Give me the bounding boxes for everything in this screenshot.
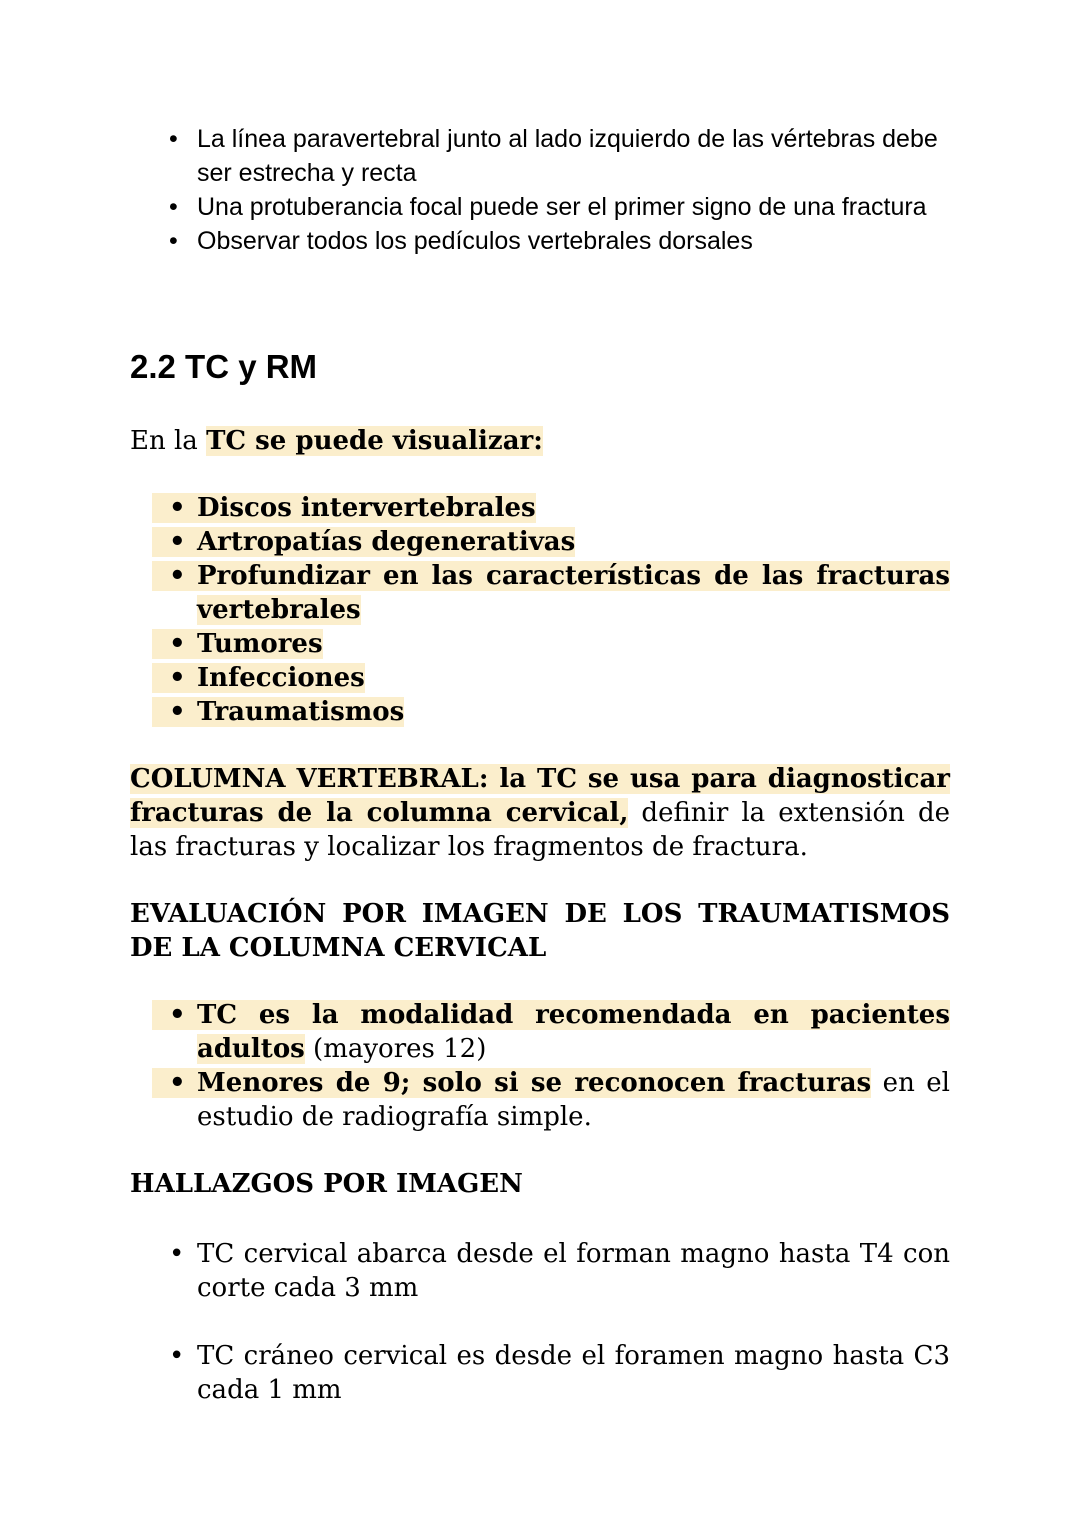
evaluacion-list <box>130 998 950 1134</box>
bullet-icon: • <box>169 527 186 557</box>
list-item-text: La línea paravertebral junto al lado izquierdo de las vértebras debe ser estrecha y recta <box>197 125 938 187</box>
evaluacion-heading: EVALUACIÓN POR IMAGEN DE LOS TRAUMATISMOS DE LA COLUMNA CERVICAL <box>130 899 950 963</box>
visualizar-list <box>130 491 950 729</box>
columna-paragraph <box>130 762 950 864</box>
list-item-text: Una protuberancia focal puede ser el primer signo de una fractura <box>197 193 927 221</box>
bullet-icon: • <box>169 493 186 523</box>
list-item <box>130 559 950 627</box>
list-item <box>130 1066 950 1134</box>
list-item-bold-text: Menores de 9; solo si se reconocen fracturas <box>197 1068 872 1098</box>
list-item <box>130 491 950 525</box>
list-item <box>130 661 950 695</box>
intro-paragraph <box>130 424 950 458</box>
intro-highlight: TC se puede visualizar: <box>206 426 543 456</box>
list-item-bold-text: TC es la modalidad recomendada en pacientes adultos <box>197 1000 950 1064</box>
bullet-icon: • <box>169 227 178 255</box>
list-item <box>130 695 950 729</box>
list-item <box>130 627 950 661</box>
list-item-regular-text: (mayores 12) <box>304 1034 487 1064</box>
radiography-signs-list <box>130 122 950 258</box>
list-item-text: TC cráneo cervical es desde el foramen magno hasta C3 cada 1 mm <box>197 1341 950 1405</box>
list-item-text: Observar todos los pedículos vertebrales dorsales <box>197 227 753 255</box>
columna-regular-text: definir la extensión de las fracturas y localizar los fragmentos de fractura. <box>130 798 951 862</box>
hallazgos-heading: HALLAZGOS POR IMAGEN <box>130 1169 523 1199</box>
list-item-text: Artropatías degenerativas <box>197 527 576 557</box>
section-heading: 2.2 TC y RM <box>130 348 318 385</box>
list-item-regular-text: en el estudio de radiografía simple. <box>197 1068 950 1132</box>
columna-bold-text: COLUMNA VERTEBRAL: la TC se usa para diagnosticar fracturas de la columna cervical, <box>130 764 950 828</box>
list-item <box>130 122 950 190</box>
bullet-icon: • <box>169 1000 186 1030</box>
list-item-text: Profundizar en las características de las fracturas vertebrales <box>197 561 950 625</box>
bullet-icon: • <box>169 1239 185 1269</box>
intro-prefix: En la <box>130 426 207 456</box>
list-item-text: TC cervical abarca desde el forman magno hasta T4 con corte cada 3 mm <box>197 1239 950 1303</box>
list-item-text: Tumores <box>197 629 323 659</box>
bullet-icon: • <box>169 629 186 659</box>
hallazgos-list <box>130 1237 950 1407</box>
bullet-icon: • <box>169 697 186 727</box>
bullet-icon: • <box>169 125 178 153</box>
list-item-text: Traumatismos <box>197 697 405 727</box>
list-item <box>130 224 950 258</box>
bullet-icon: • <box>169 1068 186 1098</box>
bullet-icon: • <box>169 193 178 221</box>
list-item <box>130 1237 950 1305</box>
bullet-icon: • <box>169 663 186 693</box>
bullet-icon: • <box>169 561 186 591</box>
bullet-icon: • <box>169 1341 185 1371</box>
list-item-text: Discos intervertebrales <box>197 493 536 523</box>
list-item <box>130 998 950 1066</box>
list-item <box>130 1339 950 1407</box>
list-item-text: Infecciones <box>197 663 365 693</box>
list-item <box>130 190 950 224</box>
list-item <box>130 525 950 559</box>
